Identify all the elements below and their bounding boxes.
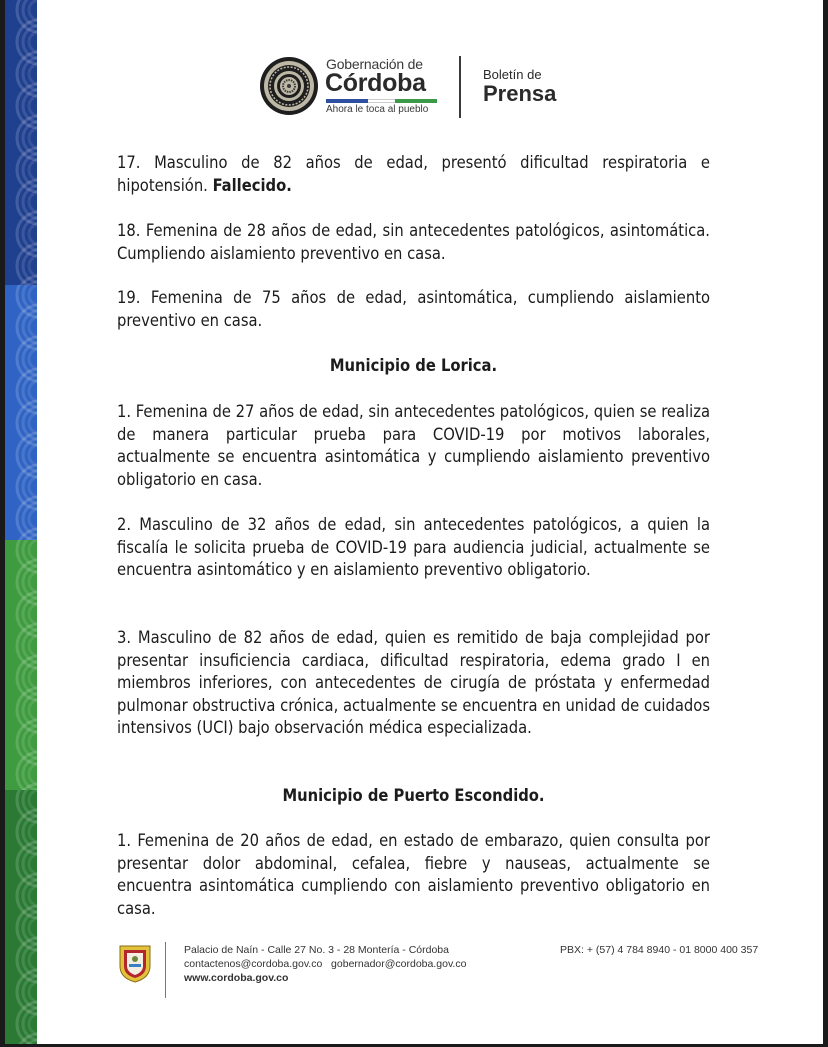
header-divider <box>459 56 461 118</box>
arc-pattern <box>5 0 37 285</box>
cordoba-coat-of-arms-icon <box>118 944 152 984</box>
bulletin-label-line2: Prensa <box>483 81 557 106</box>
case-paragraph: 19. Femenina de 75 años de edad, asintomática, cumpliendo aislamiento preventivo en casa. <box>117 288 710 330</box>
footer-address: Palacio de Naín - Calle 27 No. 3 - 28 Montería - Córdoba <box>184 944 449 956</box>
footer-website-link[interactable]: www.cordoba.gov.co <box>184 972 289 984</box>
case-paragraph: 1. Femenina de 20 años de edad, en estado de embarazo, quien consulta por presentar dolor abdominal, cefalea, fiebre y nauseas, actualmente se encuentra asintomática cumpliendo con aislamiento preventivo obligatorio en casa. <box>117 831 710 918</box>
case-paragraph: 2. Masculino de 32 años de edad, sin antecedentes patológicos, a quien la fiscalía le solicita prueba de COVID-19 para audiencia judicial, actualmente se encuentra asintomático y en aislamiento preventivo obligatorio. <box>117 515 710 580</box>
arc-pattern <box>5 285 37 540</box>
footer-address-line <box>184 944 759 956</box>
case-text: 17. Masculino de 82 años de edad, presentó dificultad respiratoria e hipotensión. <box>117 153 710 195</box>
arc-pattern <box>5 790 37 1044</box>
flag-green <box>395 99 437 103</box>
letterhead <box>259 56 579 118</box>
band-segment-dark-green <box>5 790 37 1044</box>
flag-blue <box>326 99 368 103</box>
letter-footer <box>118 942 759 1000</box>
case-outcome: Fallecido. <box>212 175 292 195</box>
bulletin-label-line1: Boletín de <box>483 67 542 82</box>
government-name-line2: Córdoba <box>325 69 426 97</box>
case-paragraph: 18. Femenina de 28 años de edad, sin antecedentes patológicos, asintomática. Cumpliendo aislamiento preventivo en casa. <box>117 221 710 263</box>
footer-divider <box>165 942 166 998</box>
arc-pattern <box>5 540 37 790</box>
footer-emails[interactable]: contactenos@cordoba.gov.co gobernador@cordoba.gov.co <box>184 958 467 970</box>
section-heading-puerto-escondido: Municipio de Puerto Escondido. <box>282 786 545 805</box>
slogan: Ahora le toca al pueblo <box>326 104 429 115</box>
government-name-line1: Gobernación de <box>326 56 423 72</box>
section-heading-lorica: Municipio de Lorica. <box>329 356 498 375</box>
footer-phone: PBX: + (57) 4 784 8940 - 01 8000 400 357 <box>560 944 759 956</box>
flag-color-bar <box>326 99 437 103</box>
band-segment-blue <box>5 285 37 540</box>
case-paragraph <box>117 152 710 197</box>
flag-white <box>368 99 395 103</box>
case-paragraph: 3. Masculino de 82 años de edad, quien es remitido de baja complejidad por presentar insuficiencia cardiaca, dificultad respiratoria, edema grado I en miembros inferiores, con antecedentes de cirugía de próstata y enfermedad pulmonar obstructiva crónica, actualmente se encuentra en unidad de cuidados intensivos (UCI) bajo observación médica especializada. <box>117 628 710 738</box>
band-segment-green <box>5 540 37 790</box>
case-paragraph: 1. Femenina de 27 años de edad, sin antecedentes patológicos, quien se realiza de manera particular prueba para COVID-19 por motivos laborales, actualmente se encuentra asintomática y cumpliendo aislamiento preventivo obligatorio en casa. <box>117 402 710 489</box>
band-segment-navy <box>5 0 37 285</box>
cordoba-seal-icon <box>259 56 319 116</box>
decorative-side-band <box>5 0 37 1044</box>
